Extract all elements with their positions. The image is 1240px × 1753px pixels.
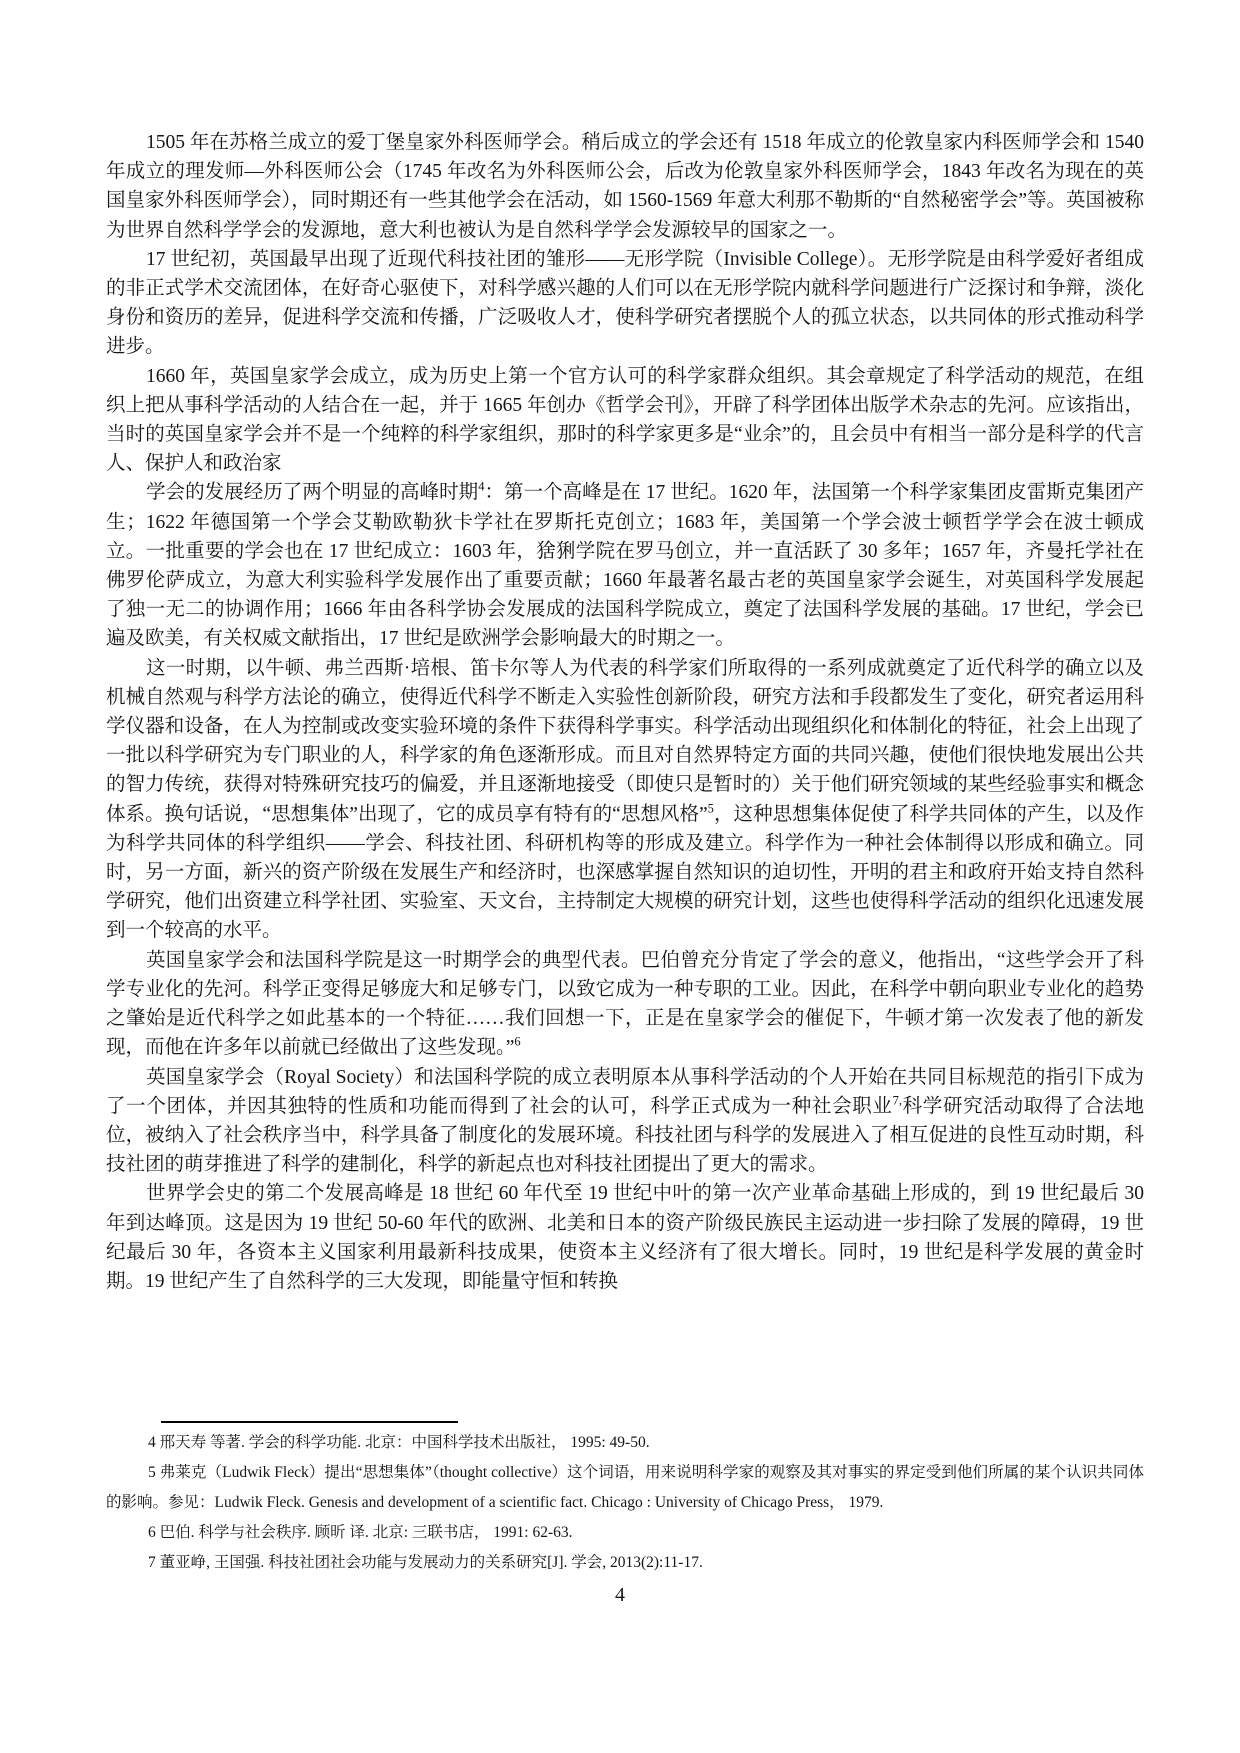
paragraph-text: 17 世纪初，英国最早出现了近现代科技社团的雏形——无形学院（Invisible College）。无形学院是由科学爱好者组成的非正式学术交流团体，在好奇心驱使下，对科学感兴趣的人们可以在无形学院内就科学问题进行广泛探讨和争辩，淡化身份和资历的差异，促进科学交流和传播，广泛吸收人才，使科学研究者摆脱个人的孤立状态，以共同体的形式推动科学进步。: [106, 248, 1144, 358]
paragraph-text: 1505 年在苏格兰成立的爱丁堡皇家外科医师学会。稍后成立的学会还有 1518 年成立的伦敦皇家内科医师学会和 1540 年成立的理发师—外科医师公会（1745 年改名为外科医师公会，后改为伦敦皇家外科医师学会，1843 年改名为现在的英国皇家外科医师学会），同时期还有一些其他学会在活动，如 1560-1569 年意大利那不勒斯的“自然秘密学会”等。英国被称为世界自然科学学会的发源地，意大利也被认为是自然科学学会发源较早的国家之一。: [106, 132, 1144, 241]
paragraph-text: 科学研究活动取得了合法地位，被纳入了社会秩序当中，科学具备了制度化的发展环境。科技社团与科学的发展进入了相互促进的良性互动时期，科技社团的萌芽推进了科学的建制化，科学的新起点也对科技社团提出了更大的需求。: [106, 1095, 1144, 1176]
footnote-ref: 6: [514, 1034, 521, 1049]
paragraph: [106, 128, 1144, 245]
paragraph: [106, 362, 1144, 479]
paragraph: [106, 1063, 1144, 1180]
paragraph: [106, 245, 1144, 362]
paragraph: [106, 946, 1144, 1063]
paragraph-text: 英国皇家学会和法国科学院是这一时期学会的典型代表。巴伯曾充分肯定了学会的意义，他指出，“这些学会开了科学专业化的先河。科学正变得足够庞大和足够专门，以致它成为一种专职的工业。因此，在科学中朝向职业专业化的趋势之肇始是近代科学之如此基本的一个特征……我们回想一下，正是在皇家学会的催促下，牛顿才第一次发表了他的新发现，而他在许多年以前就已经做出了这些发现。”: [106, 949, 1144, 1059]
paragraph-text: 英国皇家学会（Royal Society）和法国科学院的成立表明原本从事科学活动的个人开始在共同目标规范的指引下成为了一个团体，并因其独特的性质和功能而得到了社会的认可，科学正式成为一种社会职业: [106, 1066, 1144, 1117]
paragraph: [106, 1179, 1144, 1296]
footnote: 6 巴伯. 科学与社会秩序. 顾昕 译. 北京: 三联书店， 1991: 62-63.: [148, 1524, 573, 1541]
footnote-ref: 7,: [892, 1093, 902, 1108]
footnote-separator: [161, 1421, 458, 1423]
footnote: 4 邢天寿 等著. 学会的科学功能. 北京：中国科学技术出版社， 1995: 49-50.: [148, 1434, 650, 1451]
page-number: 4: [615, 1584, 625, 1606]
footnote-ref: 4: [478, 479, 485, 494]
footnote: 7 董亚峥, 王国强. 科技社团社会功能与发展动力的关系研究[J]. 学会, 2013(2):11-17.: [148, 1554, 703, 1571]
paragraph: [106, 654, 1144, 946]
paragraph-text: ：第一个高峰是在 17 世纪。1620 年，法国第一个科学家集团皮雷斯克集团产生；1622 年德国第一个学会艾勒欧勒狄卡学社在罗斯托克创立；1683 年，美国第一个学会波士顿哲学学会在波士顿成立。一批重要的学会也在 17 世纪成立：1603 年，猞猁学院在罗马创立，并一直活跃了 30 多年；1657 年，齐曼托学社在佛罗伦萨成立，为意大利实验科学发展作出了重要贡献；1660 年最著名最古老的英国皇家学会诞生，对英国科学发展起了独一无二的协调作用；1666 年由各科学协会发展成的法国科学院成立，奠定了法国科学发展的基础。17 世纪，学会已遍及欧美，有关权威文献指出，17 世纪是欧洲学会影响最大的时期之一。: [106, 482, 1144, 650]
paragraph-text: 这一时期，以牛顿、弗兰西斯·培根、笛卡尔等人为代表的科学家们所取得的一系列成就奠定了近代科学的确立以及机械自然观与科学方法论的确立，使得近代科学不断走入实验性创新阶段，研究方法和手段都发生了变化，研究者运用科学仪器和设备，在人为控制或改变实验环境的条件下获得科学事实。科学活动出现组织化和体制化的特征，社会上出现了一批以科学研究为专门职业的人，科学家的角色逐渐形成。而且对自然界特定方面的共同兴趣，使他们很快地发展出公共的智力传统，获得对特殊研究技巧的偏爱，并且逐渐地接受（即使只是暂时的）关于他们研究领域的某些经验事实和概念体系。换句话说，“思想集体”出现了，它的成员享有特有的“思想风格”: [106, 657, 1144, 825]
paragraph-text: ，这种思想集体促使了科学共同体的产生，以及作为科学共同体的科学组织——学会、科技社团、科研机构等的形成及建立。科学作为一种社会体制得以形成和确立。同时，另一方面，新兴的资产阶级在发展生产和经济时，也深感掌握自然知识的迫切性，开明的君主和政府开始支持自然科学研究，他们出资建立科学社团、实验室、天文台，主持制定大规模的研究计划，这些也使得科学活动的组织化迅速发展到一个较高的水平。: [106, 803, 1144, 942]
body-text: [106, 128, 1144, 1296]
paragraph-text: 世界学会史的第二个发展高峰是 18 世纪 60 年代至 19 世纪中叶的第一次产业革命基础上形成的，到 19 世纪最后 30 年到达峰顶。这是因为 19 世纪 50-60 年代的欧洲、北美和日本的资产阶级民族民主运动进一步扫除了发展的障碍，19 世纪最后 30 年，各资本主义国家利用最新科技成果，使资本主义经济有了很大增长。同时，19 世纪是科学发展的黄金时期。19 世纪产生了自然科学的三大发现，即能量守恒和转换: [106, 1183, 1144, 1292]
footnote-ref: 5: [707, 801, 714, 816]
footnote: 5 弗莱克（Ludwik Fleck）提出“思想集体”（thought collective）这个词语，用来说明科学家的观察及其对事实的界定受到他们所属的某个认识共同体的影响。参见：Ludwik Fleck. Genesis and development of a scientific fact. Chicago : University of Chicago Press， 1979.: [106, 1464, 1144, 1511]
paragraph: [106, 478, 1144, 653]
paragraph-text: 学会的发展经历了两个明显的高峰时期: [146, 482, 479, 504]
paragraph-text: 1660 年，英国皇家学会成立，成为历史上第一个官方认可的科学家群众组织。其会章规定了科学活动的规范，在组织上把从事科学活动的人结合在一起，并于 1665 年创办《哲学会刊》，开辟了科学团体出版学术杂志的先河。应该指出，当时的英国皇家学会并不是一个纯粹的科学家组织，那时的科学家更多是“业余”的，且会员中有相当一部分是科学的代言人、保护人和政治家: [106, 365, 1144, 475]
footnotes: [106, 1428, 1144, 1578]
